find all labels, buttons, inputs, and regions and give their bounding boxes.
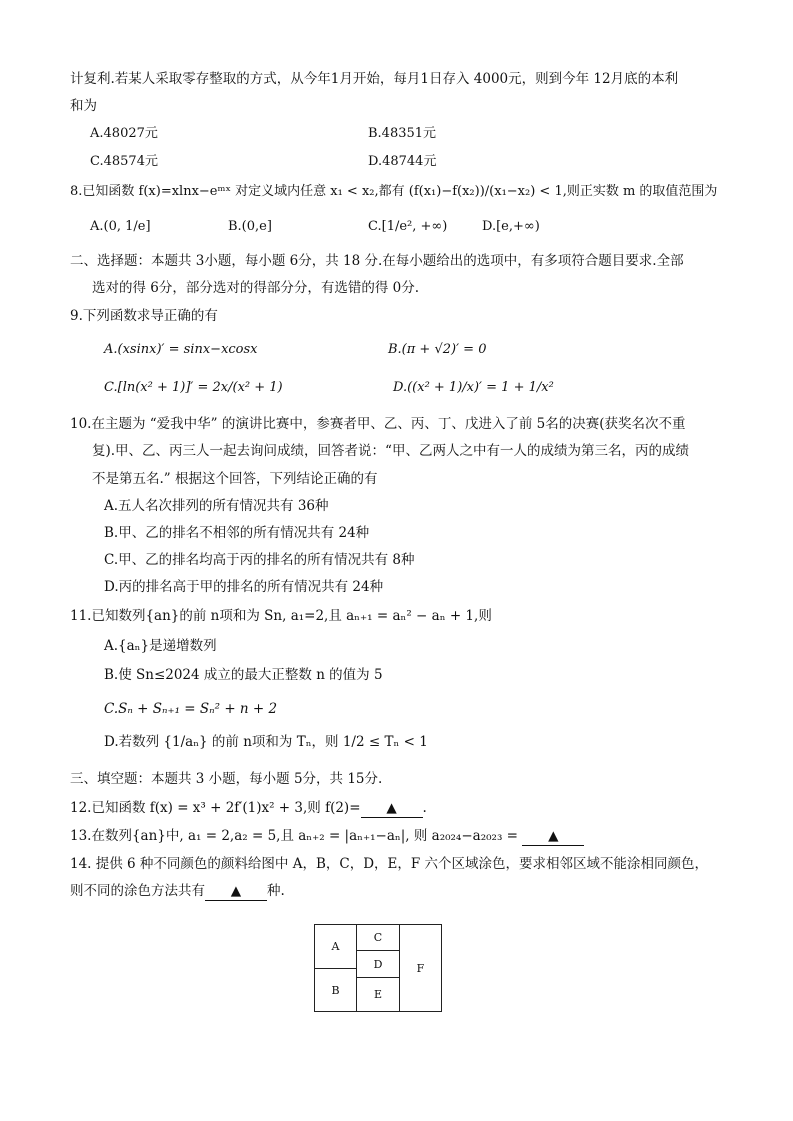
q9-option-d: D.((x² + 1)/x)′ = 1 + 1/x² [393,380,554,395]
q12-answer-blank: ▲ [361,799,423,818]
q11-option-b: B.使 Sn≤2024 成立的最大正整数 n 的值为 5 [104,667,383,683]
q13-line [70,827,584,846]
q8-option-c: C.[1/e², +∞) [368,219,448,234]
q12-line [70,799,427,818]
q9-option-a: A.(xsinx)′ = sinx−xcosx [104,342,258,357]
q14-suffix: 种. [267,883,285,899]
q12-period: . [422,800,427,816]
region-b: B [314,968,357,1012]
q14-text: 则不同的涂色方法共有 [70,883,205,899]
q11-option-c: C.Sₙ + Sₙ₊₁ = Sₙ² + n + 2 [104,701,278,717]
q7-line1: 计复利.若某人采取零存整取的方式，从今年1月开始，每月1日存入 4000元，则到今年 12月底的本利 [70,71,679,87]
q7-line2: 和为 [70,98,97,114]
q14-line2 [70,882,285,901]
region-f: F [399,924,442,1012]
region-c: C [356,924,400,951]
coloring-region-diagram [314,924,442,1012]
q9-option-c: C.[ln(x² + 1)]′ = 2x/(x² + 1) [104,380,283,395]
q13-text: 13.在数列{an}中, a₁ = 2,a₂ = 5,且 aₙ₊₂ = |aₙ₊₁−aₙ|, 则 a₂₀₂₄−a₂₀₂₃ = [70,828,518,844]
q8-option-a: A.(0, 1/e] [90,219,151,234]
q10-option-b: B.甲、乙的排名不相邻的所有情况共有 24种 [104,525,370,541]
q10-option-d: D.丙的排名高于甲的排名的所有情况共有 24种 [104,579,384,595]
region-d: D [356,950,400,978]
q14-answer-blank: ▲ [205,882,267,901]
q8-stem: 8.已知函数 f(x)=xlnx−eᵐˣ 对定义域内任意 x₁ < x₂,都有 (f(x₁)−f(x₂))/(x₁−x₂) < 1,则正实数 m 的取值范围为 [70,184,718,199]
q11-stem: 11.已知数列{an}的前 n项和为 Sn, a₁=2,且 aₙ₊₁ = aₙ² − aₙ + 1,则 [70,608,492,624]
q10-option-a: A.五人名次排列的所有情况共有 36种 [104,498,329,514]
q11-option-a: A.{aₙ}是递增数列 [104,638,217,654]
q7-option-c: C.48574元 [90,154,158,169]
region-a: A [314,924,357,969]
q14-line1: 14. 提供 6 种不同颜色的颜料给图中 A，B，C，D，E，F 六个区域涂色，要求相邻区域不能涂相同颜色， [70,856,709,872]
region-e: E [356,977,400,1012]
q9-stem: 9.下列函数求导正确的有 [70,308,218,324]
q13-answer-blank: ▲ [522,827,584,846]
section2-heading: 二、选择题：本题共 3小题，每小题 6分，共 18 分.在每小题给出的选项中，有多项符合题目要求.全部 [70,253,684,269]
section3-heading: 三、填空题：本题共 3 小题，每小题 5分，共 15分. [70,771,383,787]
q10-line1: 10.在主题为 “爱我中华” 的演讲比赛中，参赛者甲、乙、丙、丁、戊进入了前 5名的决赛(获奖名次不重 [70,416,686,432]
q12-text: 12.已知函数 f(x) = x³ + 2f′(1)x² + 3,则 f(2)= [70,800,361,816]
section2-subtext: 选对的得 6分，部分选对的得部分分，有选错的得 0分. [92,280,420,296]
q7-option-b: B.48351元 [368,126,437,141]
q8-option-d: D.[e,+∞) [482,219,540,234]
q8-option-b: B.(0,e] [228,219,272,234]
q7-option-a: A.48027元 [90,126,158,141]
q11-option-d: D.若数列 {1/aₙ} 的前 n项和为 Tₙ，则 1/2 ≤ Tₙ < 1 [104,734,428,750]
q10-line2: 复).甲、乙、丙三人一起去询问成绩，回答者说：“甲、乙两人之中有一人的成绩为第三名，丙的成绩 [92,443,689,459]
q7-option-d: D.48744元 [368,154,437,169]
q9-option-b: B.(π + √2)′ = 0 [388,342,487,357]
q10-line3: 不是第五名.” 根据这个回答，下列结论正确的有 [92,471,378,487]
q10-option-c: C.甲、乙的排名均高于丙的排名的所有情况共有 8种 [104,552,415,568]
